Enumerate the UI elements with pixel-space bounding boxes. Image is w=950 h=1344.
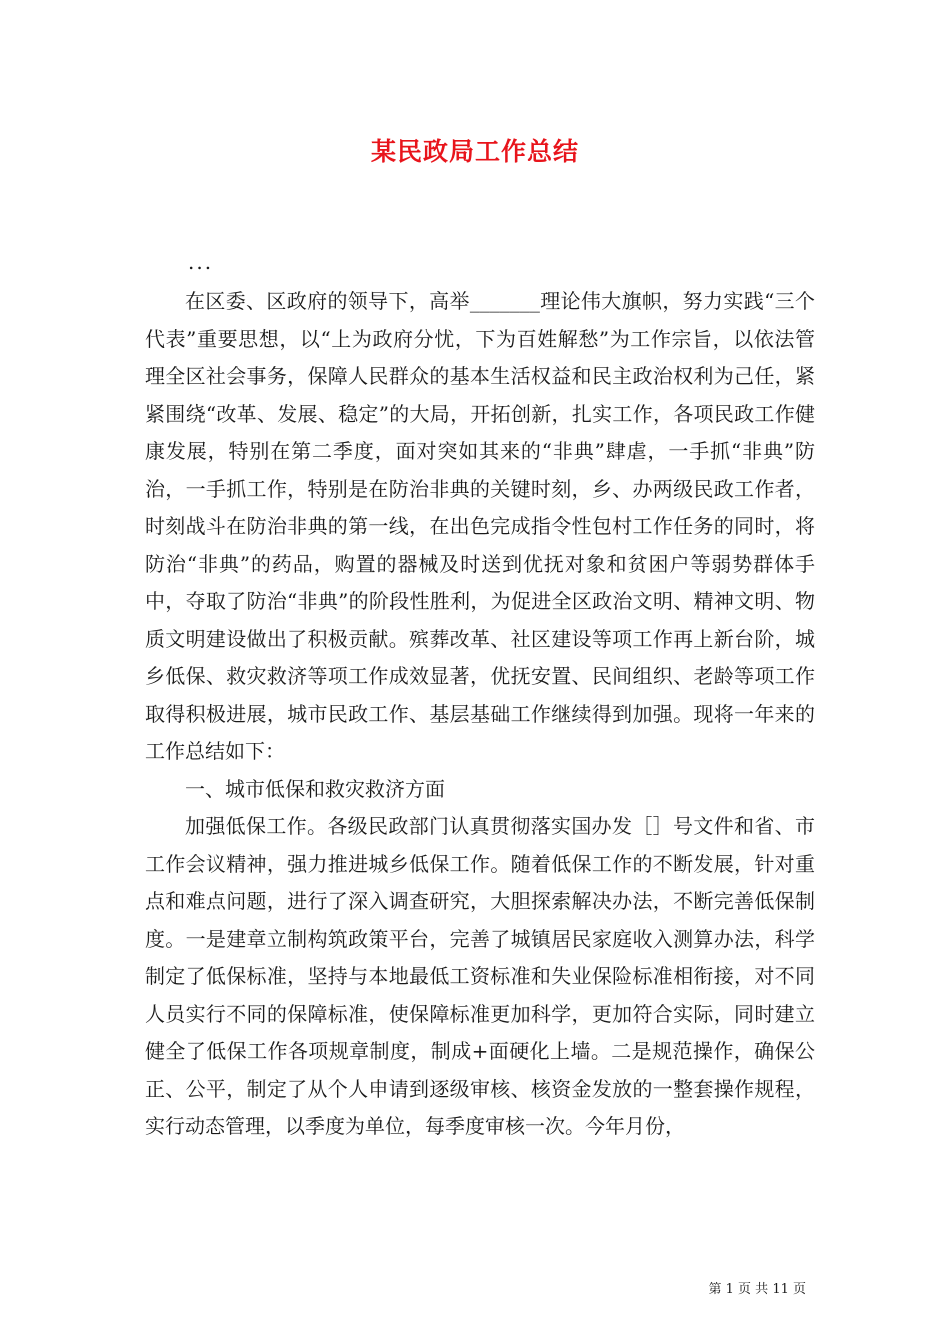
document-body (145, 283, 815, 1146)
intro-paragraph: 在区委、区政府的领导下，高举_______理论伟大旗帜，努力实践“三个代表”重要思想，以“上为政府分忧，下为百姓解愁”为工作宗旨，以依法管理全区社会事务，保障人民群众的基本生活权益和民主政治权利为己任，紧紧围绕“改革、发展、稳定”的大局，开拓创新，扎实工作，各项民政工作健康发展，特别在第二季度，面对突如其来的“非典”肆虐，一手抓“非典”防治，一手抓工作，特别是在防治非典的关键时刻，乡、办两级民政工作者，时刻战斗在防治非典的第一线，在出色完成指令性包村工作任务的同时，将防治“非典”的药品，购置的器械及时送到优抚对象和贫困户等弱势群体手中，夺取了防治“非典”的阶段性胜利，为促进全区政治文明、精神文明、物质文明建设做出了积极贡献。殡葬改革、社区建设等项工作再上新台阶，城乡低保、救灾救济等项工作成效显著，优抚安置、民间组织、老龄等项工作取得积极进展，城市民政工作、基层基础工作继续得到加强。现将一年来的工作总结如下： (145, 289, 815, 763)
document-title: 某民政局工作总结 (370, 137, 579, 166)
page-number: 第 1 页 共 11 页 (708, 1282, 806, 1297)
ellipsis-marker: ... (188, 250, 214, 274)
section-heading: 一、城市低保和救灾救济方面 (185, 776, 445, 801)
body-paragraph: 加强低保工作。各级民政部门认真贯彻落实国办发［］号文件和省、市工作会议精神，强力推进城乡低保工作。随着低保工作的不断发展，针对重点和难点问题，进行了深入调查研究，大胆探索解决办法，不断完善低保制度。一是建章立制构筑政策平台，完善了城镇居民家庭收入测算办法，科学制定了低保标准，坚持与本地最低工资标准和失业保险标准相衔接，对不同人员实行不同的保障标准，使保障标准更加科学，更加符合实际，同时建立健全了低保工作各项规章制度，制成+面硬化上墙。二是规范操作，确保公正、公平，制定了从个人申请到逐级审核、核资金发放的一整套操作规程，实行动态管理，以季度为单位，每季度审核一次。今年月份， (145, 814, 815, 1138)
